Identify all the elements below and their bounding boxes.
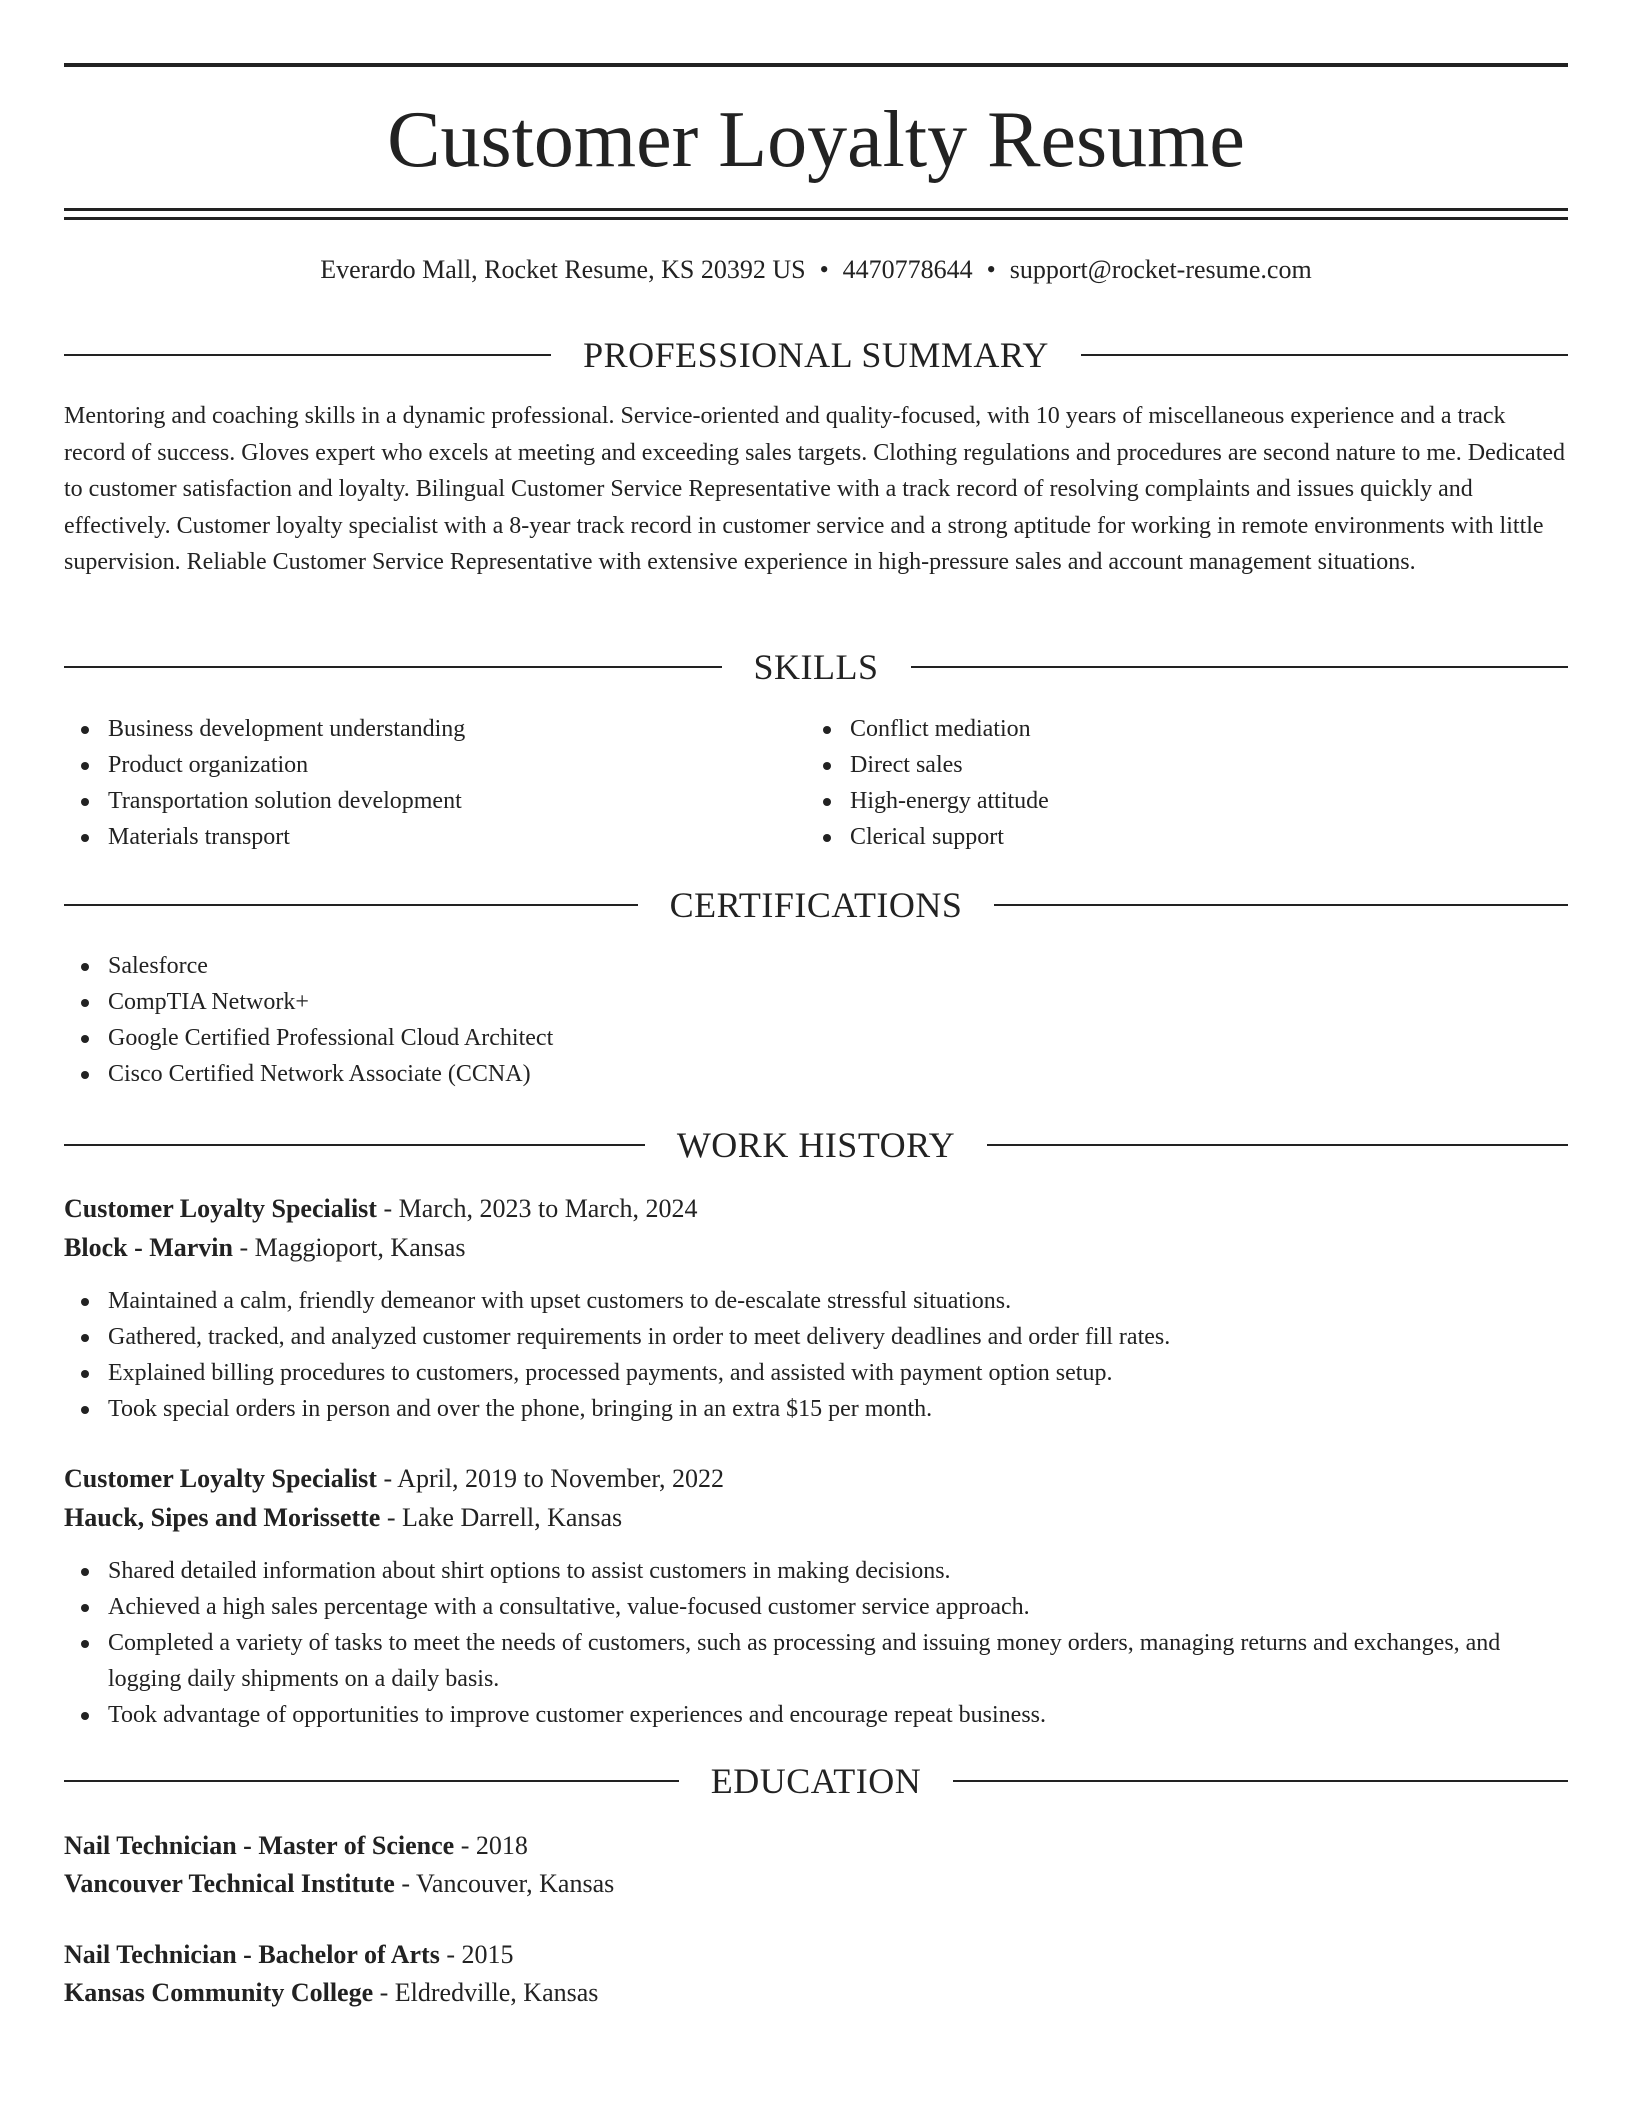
contact-address: Everardo Mall, Rocket Resume, KS 20392 US bbox=[320, 255, 806, 284]
certification-item: Google Certified Professional Cloud Architect bbox=[64, 1020, 553, 1056]
job-duty-item: Maintained a calm, friendly demeanor with upset customers to de-escalate stressful situations. bbox=[64, 1283, 1568, 1319]
heading-rule-right bbox=[994, 904, 1568, 906]
heading-rule-right bbox=[987, 1144, 1568, 1146]
summary-heading bbox=[64, 333, 1568, 377]
skill-item: Materials transport bbox=[64, 819, 465, 855]
job-title: Customer Loyalty Specialist bbox=[64, 1194, 377, 1223]
skills-list-right bbox=[806, 711, 1049, 855]
job-duties-list bbox=[64, 1553, 1568, 1733]
skill-item: Conflict mediation bbox=[806, 711, 1049, 747]
job-duty-item: Shared detailed information about shirt options to assist customers in making decisions. bbox=[64, 1553, 1568, 1589]
job-duty-item: Took advantage of opportunities to improve customer experiences and encourage repeat business. bbox=[64, 1697, 1568, 1733]
job-company-line bbox=[64, 1500, 622, 1536]
contact-line bbox=[64, 252, 1568, 288]
heading-rule-left bbox=[64, 1144, 645, 1146]
skill-item: Direct sales bbox=[806, 747, 1049, 783]
job-company-line bbox=[64, 1230, 466, 1266]
contact-separator: • bbox=[819, 255, 829, 284]
job-title-line bbox=[64, 1461, 724, 1497]
education-degree-line bbox=[64, 1937, 513, 1973]
education-degree: Nail Technician - Master of Science bbox=[64, 1831, 455, 1860]
education-degree-line bbox=[64, 1828, 528, 1864]
title-double-rule bbox=[64, 208, 1568, 220]
job-title-line bbox=[64, 1191, 698, 1227]
skill-item: Clerical support bbox=[806, 819, 1049, 855]
work-heading bbox=[64, 1123, 1568, 1167]
job-duty-item: Explained billing procedures to customers, processed payments, and assisted with payment option setup. bbox=[64, 1355, 1568, 1391]
education-heading bbox=[64, 1759, 1568, 1803]
education-degree: Nail Technician - Bachelor of Arts bbox=[64, 1940, 440, 1969]
job-company: Hauck, Sipes and Morissette bbox=[64, 1503, 381, 1532]
heading-rule-left bbox=[64, 354, 551, 356]
resume-title: Customer Loyalty Resume bbox=[387, 96, 1245, 184]
certification-item: Cisco Certified Network Associate (CCNA) bbox=[64, 1056, 553, 1092]
summary-text: Mentoring and coaching skills in a dynamic professional. Service-oriented and quality-focused, with 10 years of miscellaneous experience and a track record of success. Gloves expert who excels at meeting and exceeding sales targets. Clothing regulations and procedures are second nature to me. Dedicated to customer satisfaction and loyalty. Bilingual Customer Service Representative with a track record of resolving complaints and issues quickly and effectively. Customer loyalty specialist with a 8-year track record in customer service and a strong aptitude for working in remote environments with little supervision. Reliable Customer Service Representative with extensive experience in high-pressure sales and account management situations. bbox=[64, 403, 1566, 575]
skills-heading bbox=[64, 645, 1568, 689]
skill-item: Transportation solution development bbox=[64, 783, 465, 819]
job-duty-item: Took special orders in person and over the phone, bringing in an extra $15 per month. bbox=[64, 1391, 1568, 1427]
job-title: Customer Loyalty Specialist bbox=[64, 1464, 377, 1493]
summary-heading-label: PROFESSIONAL SUMMARY bbox=[583, 335, 1049, 375]
job-dates: - April, 2019 to November, 2022 bbox=[376, 1464, 724, 1493]
education-location: - Eldredville, Kansas bbox=[373, 1978, 599, 2007]
contact-phone: 4470778644 bbox=[842, 255, 973, 284]
contact-separator: • bbox=[986, 255, 996, 284]
skill-item: High-energy attitude bbox=[806, 783, 1049, 819]
heading-rule-left bbox=[64, 904, 638, 906]
top-rule bbox=[64, 63, 1568, 67]
education-school: Kansas Community College bbox=[64, 1978, 374, 2007]
job-dates: - March, 2023 to March, 2024 bbox=[376, 1194, 698, 1223]
job-duty-item: Completed a variety of tasks to meet the needs of customers, such as processing and issuing money orders, managing returns and exchanges, and logging daily shipments on a daily basis. bbox=[64, 1625, 1568, 1697]
heading-rule-left bbox=[64, 666, 722, 668]
job-duty-item: Achieved a high sales percentage with a consultative, value-focused customer service approach. bbox=[64, 1589, 1568, 1625]
certification-item: Salesforce bbox=[64, 948, 553, 984]
job-duties-list bbox=[64, 1283, 1568, 1427]
certifications-list bbox=[64, 948, 553, 1092]
heading-rule-right bbox=[1081, 354, 1568, 356]
education-year: - 2018 bbox=[454, 1831, 528, 1860]
certification-item: CompTIA Network+ bbox=[64, 984, 553, 1020]
job-duty-item: Gathered, tracked, and analyzed customer requirements in order to meet delivery deadlines and order fill rates. bbox=[64, 1319, 1568, 1355]
heading-rule-right bbox=[911, 666, 1569, 668]
skills-heading-label: SKILLS bbox=[753, 647, 879, 687]
certifications-heading-label: CERTIFICATIONS bbox=[669, 885, 963, 925]
contact-email: support@rocket-resume.com bbox=[1009, 255, 1312, 284]
skills-list-left bbox=[64, 711, 465, 855]
job-location: - Lake Darrell, Kansas bbox=[380, 1503, 623, 1532]
education-year: - 2015 bbox=[439, 1940, 514, 1969]
job-location: - Maggioport, Kansas bbox=[233, 1233, 466, 1262]
education-heading-label: EDUCATION bbox=[710, 1761, 922, 1801]
skill-item: Product organization bbox=[64, 747, 465, 783]
heading-rule-right bbox=[953, 1780, 1568, 1782]
education-location: - Vancouver, Kansas bbox=[394, 1869, 615, 1898]
certifications-heading bbox=[64, 883, 1568, 927]
heading-rule-left bbox=[64, 1780, 679, 1782]
skill-item: Business development understanding bbox=[64, 711, 465, 747]
education-school-line bbox=[64, 1975, 598, 2011]
education-school: Vancouver Technical Institute bbox=[64, 1869, 395, 1898]
education-school-line bbox=[64, 1866, 614, 1902]
job-company: Block - Marvin bbox=[64, 1233, 233, 1262]
work-heading-label: WORK HISTORY bbox=[676, 1125, 956, 1165]
